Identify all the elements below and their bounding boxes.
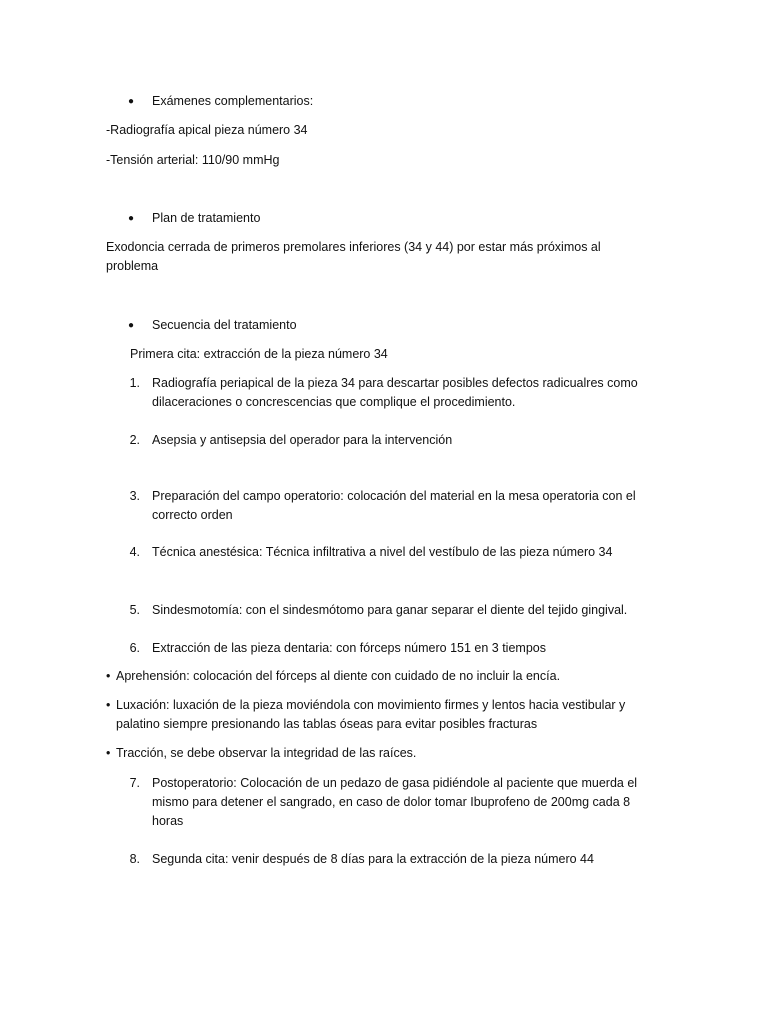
exam-line-tension: -Tensión arterial: 110/90 mmHg	[106, 153, 280, 167]
secuencia-intro: Primera cita: extracción de la pieza número 34	[130, 347, 388, 361]
small-bullet-icon: •	[106, 746, 111, 760]
small-bullet-icon: •	[106, 669, 111, 683]
small-bullet-icon: •	[106, 698, 111, 712]
step-text: Sindesmotomía: con el sindesmótomo para ganar separar el diente del tejido gingival.	[152, 603, 628, 617]
heading-secuencia: Secuencia del tratamiento	[152, 318, 297, 332]
step-text: Preparación del campo operatorio: colocación del material en la mesa operatoria con el correcto orden	[152, 489, 636, 522]
step-number: 3.	[129, 489, 140, 503]
step-number: 1.	[129, 376, 140, 390]
exam-line-radiografia: -Radiografía apical pieza número 34	[106, 123, 308, 137]
step-text: Radiografía periapical de la pieza 34 para descartar posibles defectos radicualres como dilaceraciones o concrescencias que complique el procedimiento.	[152, 376, 638, 409]
step-text: Técnica anestésica: Técnica infiltrativa a nivel del vestíbulo de las pieza número 34	[152, 545, 613, 559]
step-text: Extracción de las pieza dentaria: con fórceps número 151 en 3 tiempos	[152, 641, 546, 655]
step-text: Segunda cita: venir después de 8 días para la extracción de la pieza número 44	[152, 852, 594, 866]
bullet-icon: ●	[128, 320, 135, 331]
plan-text: Exodoncia cerrada de primeros premolares inferiores (34 y 44) por estar más próximos al problema	[106, 240, 601, 273]
step-number: 8.	[129, 852, 140, 866]
bullet-icon: ●	[128, 213, 135, 224]
step-number: 4.	[129, 545, 140, 559]
step-number: 6.	[129, 641, 140, 655]
step-number: 7.	[129, 776, 140, 790]
sub-bullet-aprehension: Aprehensión: colocación del fórceps al diente con cuidado de no incluir la encía.	[116, 669, 561, 683]
heading-examenes: Exámenes complementarios:	[152, 94, 314, 108]
sub-bullet-traccion: Tracción, se debe observar la integridad de las raíces.	[116, 746, 417, 760]
step-text: Asepsia y antisepsia del operador para la intervención	[152, 433, 453, 447]
step-number: 5.	[129, 603, 140, 617]
step-number: 2.	[129, 433, 140, 447]
bullet-icon: ●	[128, 96, 135, 107]
sub-bullet-luxacion: Luxación: luxación de la pieza moviéndola con movimiento firmes y lentos hacia vestibular y palatino siempre presionando las tablas óseas para evitar posibles fracturas	[116, 698, 626, 731]
heading-plan: Plan de tratamiento	[152, 211, 261, 225]
step-text: Postoperatorio: Colocación de un pedazo de gasa pidiéndole al paciente que muerda el mismo para detener el sangrado, en caso de dolor tomar Ibuprofeno de 200mg cada 8 horas	[152, 776, 638, 828]
